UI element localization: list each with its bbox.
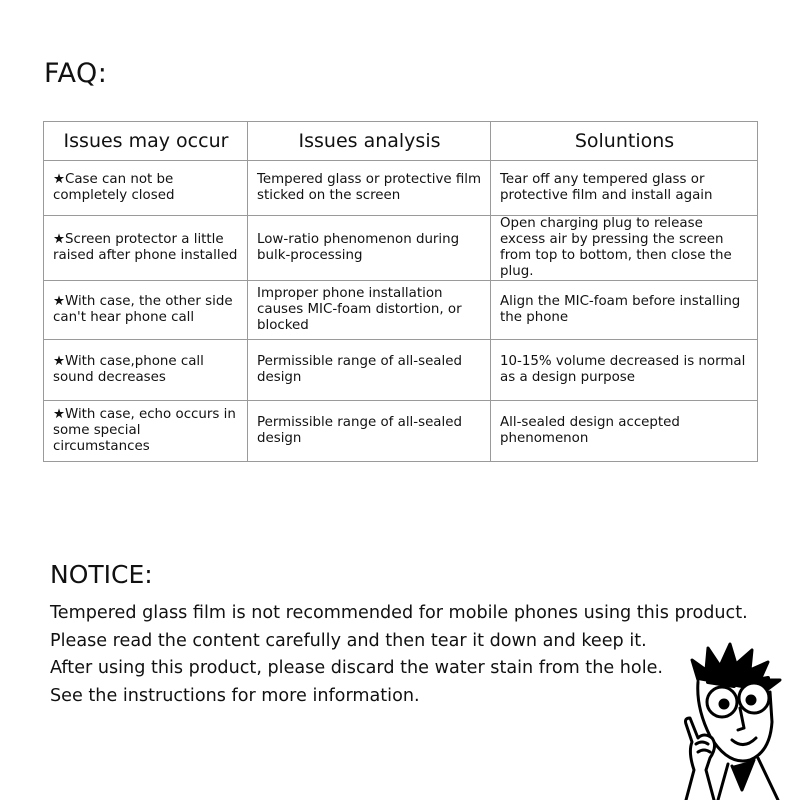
analysis-cell: Permissible range of all-sealed design (248, 401, 491, 462)
header-solutions: Soluntions (491, 122, 758, 161)
faq-table (43, 121, 758, 462)
table-row (44, 161, 758, 216)
faq-header-row (44, 122, 758, 161)
issue-cell: ★Screen protector a little raised after phone installed (44, 216, 248, 281)
table-row (44, 340, 758, 401)
notice-text (50, 600, 748, 710)
header-issues: Issues may occur (44, 122, 248, 161)
analysis-cell: Low-ratio phenomenon during bulk-processing (248, 216, 491, 281)
issue-cell: ★Case can not be completely closed (44, 161, 248, 216)
analysis-cell: Improper phone installation causes MIC-foam distortion, or blocked (248, 281, 491, 340)
solution-cell: Tear off any tempered glass or protective film and install again (491, 161, 758, 216)
table-row (44, 281, 758, 340)
solution-cell: Open charging plug to release excess air by pressing the screen from top to bottom, then close the plug. (491, 216, 758, 281)
faq-title: FAQ: (44, 58, 108, 89)
notice-title: NOTICE: (50, 560, 153, 589)
header-analysis: Issues analysis (248, 122, 491, 161)
notice-line: After using this product, please discard the water stain from the hole. (50, 658, 663, 678)
notice-line: Tempered glass film is not recommended for mobile phones using this product. (50, 603, 748, 623)
issue-cell: ★With case,phone call sound decreases (44, 340, 248, 401)
table-row (44, 401, 758, 462)
solution-cell: Align the MIC-foam before installing the phone (491, 281, 758, 340)
notice-line: Please read the content carefully and then tear it down and keep it. (50, 630, 647, 651)
analysis-cell: Permissible range of all-sealed design (248, 340, 491, 401)
solution-cell: 10-15% volume decreased is normal as a design purpose (491, 340, 758, 401)
analysis-cell: Tempered glass or protective film sticked on the screen (248, 161, 491, 216)
issue-cell: ★With case, the other side can't hear phone call (44, 281, 248, 340)
cartoon-man-pointing-icon (658, 640, 800, 800)
solution-cell: All-sealed design accepted phenomenon (491, 401, 758, 462)
table-row (44, 216, 758, 281)
issue-cell: ★With case, echo occurs in some special circumstances (44, 401, 248, 462)
notice-line: See the instructions for more information. (50, 685, 420, 706)
